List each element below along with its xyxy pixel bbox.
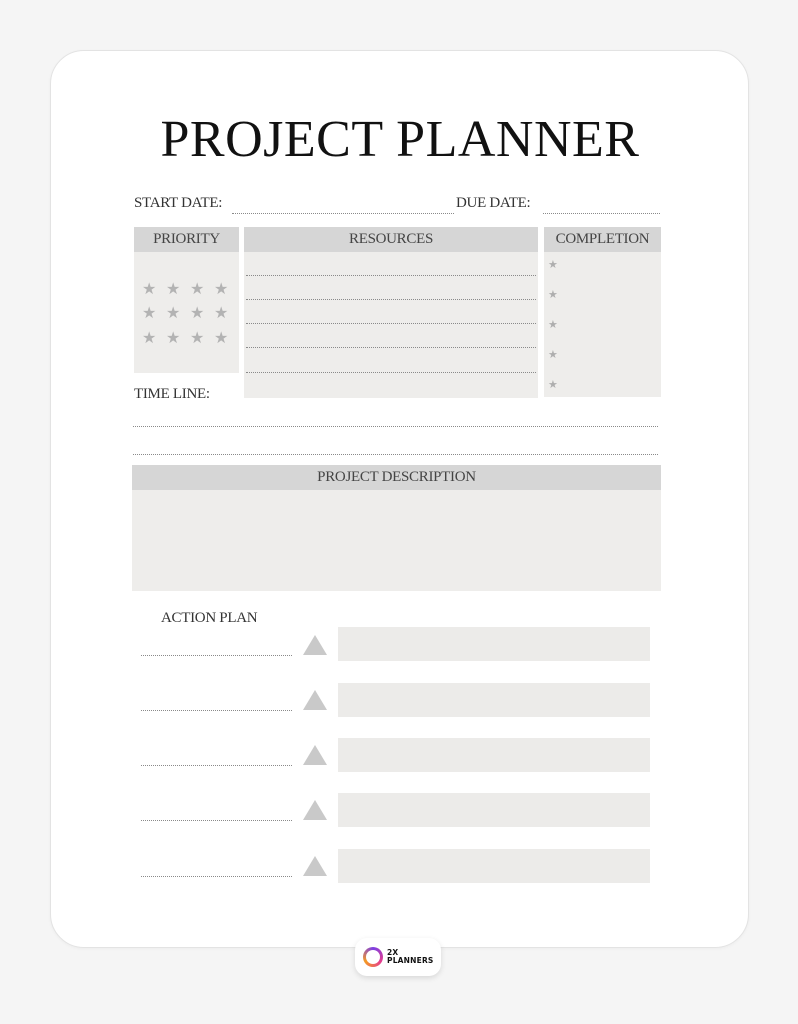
resources-line[interactable]: [246, 347, 536, 348]
completion-header: COMPLETION: [544, 227, 661, 252]
priority-star-icon[interactable]: ★: [214, 279, 229, 298]
completion-star-icon[interactable]: ★: [548, 258, 558, 271]
action-item-box[interactable]: [338, 683, 650, 717]
triangle-icon: [303, 745, 327, 765]
start-date-label: START DATE:: [134, 195, 223, 211]
page-title: PROJECT PLANNER: [160, 111, 640, 168]
resources-line[interactable]: [246, 275, 536, 276]
time-line-label: TIME LINE:: [134, 386, 210, 402]
priority-star-icon[interactable]: ★: [166, 328, 181, 347]
completion-star-icon[interactable]: ★: [548, 318, 558, 331]
triangle-icon: [303, 856, 327, 876]
priority-star-icon[interactable]: ★: [190, 328, 205, 347]
action-plan-label: ACTION PLAN: [161, 610, 258, 626]
completion-star-icon[interactable]: ★: [548, 378, 558, 391]
start-date-line[interactable]: [232, 213, 454, 214]
action-item-line[interactable]: [141, 710, 292, 711]
action-item-box[interactable]: [338, 627, 650, 661]
completion-star-icon[interactable]: ★: [548, 348, 558, 361]
action-item-box[interactable]: [338, 738, 650, 772]
resources-line[interactable]: [246, 372, 536, 373]
time-line-line[interactable]: [133, 426, 658, 427]
priority-star-icon[interactable]: ★: [190, 303, 205, 322]
logo-ring-icon: [363, 947, 383, 967]
resources-line[interactable]: [246, 299, 536, 300]
time-line-line[interactable]: [133, 454, 658, 455]
action-item-line[interactable]: [141, 876, 292, 877]
resources-header: RESOURCES: [244, 227, 538, 252]
due-date-line[interactable]: [543, 213, 660, 214]
project-description-header: PROJECT DESCRIPTION: [132, 465, 661, 490]
triangle-icon: [303, 635, 327, 655]
priority-header: PRIORITY: [134, 227, 239, 252]
logo-line-1: 2X: [387, 948, 399, 957]
completion-star-icon[interactable]: ★: [548, 288, 558, 301]
action-item-line[interactable]: [141, 765, 292, 766]
action-item-line[interactable]: [141, 655, 292, 656]
priority-star-icon[interactable]: ★: [190, 279, 205, 298]
resources-line[interactable]: [246, 323, 536, 324]
brand-logo: [355, 938, 441, 976]
completion-box: [544, 227, 661, 397]
logo-line-2: PLANNERS: [387, 956, 434, 965]
due-date-label: DUE DATE:: [456, 195, 531, 211]
priority-star-icon[interactable]: ★: [142, 279, 157, 298]
triangle-icon: [303, 690, 327, 710]
action-item-box[interactable]: [338, 793, 650, 827]
priority-star-icon[interactable]: ★: [142, 328, 157, 347]
action-item-box[interactable]: [338, 849, 650, 883]
priority-star-icon[interactable]: ★: [142, 303, 157, 322]
triangle-icon: [303, 800, 327, 820]
action-item-line[interactable]: [141, 820, 292, 821]
priority-star-icon[interactable]: ★: [214, 303, 229, 322]
priority-star-icon[interactable]: ★: [166, 303, 181, 322]
priority-star-icon[interactable]: ★: [214, 328, 229, 347]
logo-text: [387, 949, 434, 965]
priority-star-icon[interactable]: ★: [166, 279, 181, 298]
